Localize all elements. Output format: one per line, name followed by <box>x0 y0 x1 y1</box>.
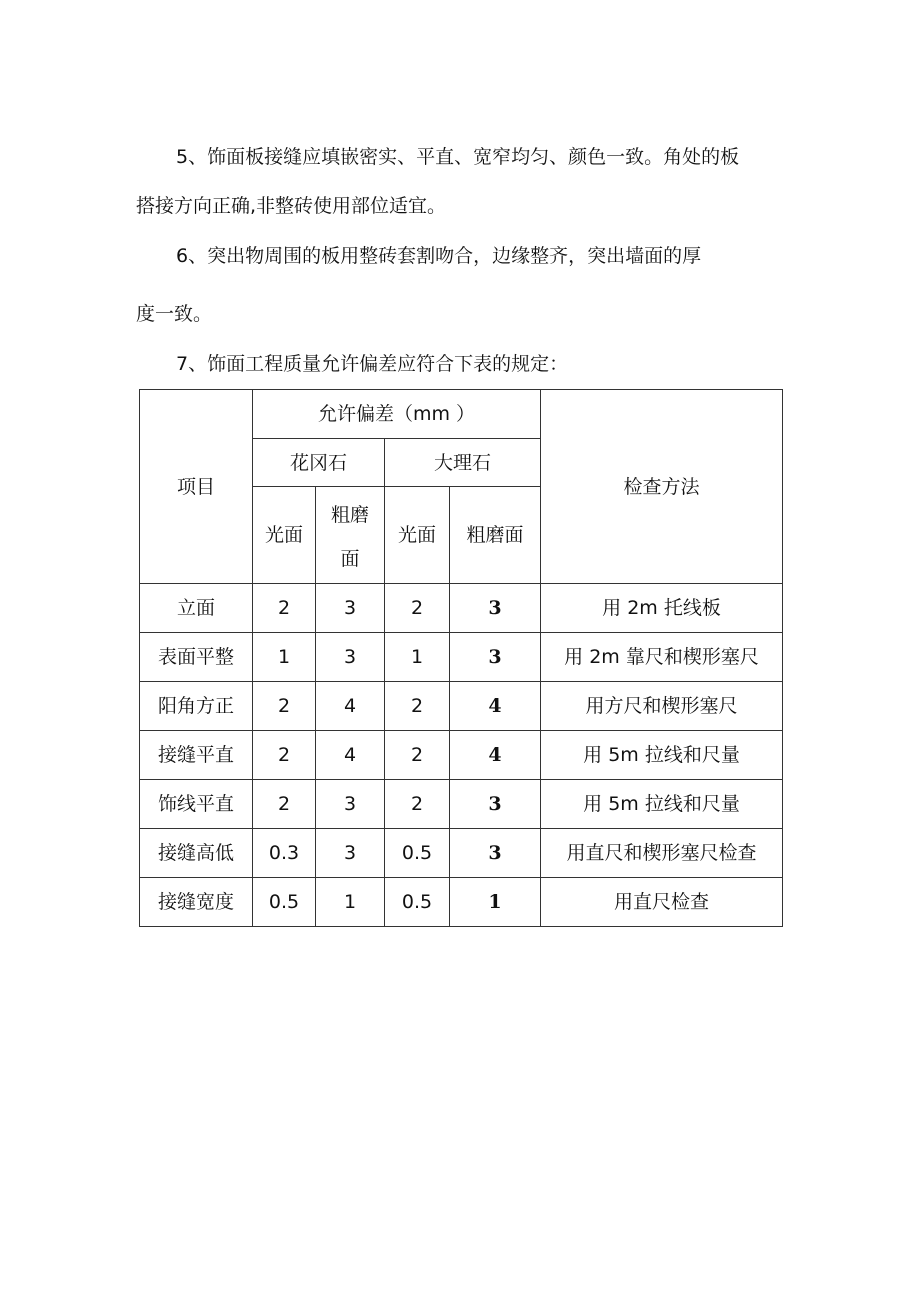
row-marble-rough: 4 <box>450 682 541 731</box>
row-granite-rough: 3 <box>316 584 385 633</box>
row-marble-smooth: 1 <box>385 633 450 682</box>
header-method: 检查方法 <box>541 390 783 584</box>
row-granite-rough: 3 <box>316 633 385 682</box>
row-item: 阳角方正 <box>140 682 253 731</box>
row-item: 接缝高低 <box>140 829 253 878</box>
header-granite-rough-line2: 面 <box>340 548 360 570</box>
row-method: 用直尺检查 <box>541 878 783 927</box>
row-item: 立面 <box>140 584 253 633</box>
header-granite-smooth: 光面 <box>253 487 316 584</box>
paragraph-7: 7、饰面工程质量允许偏差应符合下表的规定： <box>176 353 569 375</box>
row-marble-rough: 3 <box>450 633 541 682</box>
row-item: 接缝宽度 <box>140 878 253 927</box>
row-marble-rough: 3 <box>450 584 541 633</box>
row-granite-smooth: 2 <box>253 780 316 829</box>
row-granite-smooth: 2 <box>253 584 316 633</box>
row-item: 接缝平直 <box>140 731 253 780</box>
row-granite-smooth: 0.3 <box>253 829 316 878</box>
row-marble-smooth: 2 <box>385 584 450 633</box>
table-row <box>140 829 783 878</box>
row-granite-smooth: 0.5 <box>253 878 316 927</box>
row-method: 用 2m 托线板 <box>541 584 783 633</box>
table-row <box>140 731 783 780</box>
row-method: 用 5m 拉线和尺量 <box>541 780 783 829</box>
header-marble: 大理石 <box>385 439 541 487</box>
header-granite-rough <box>316 487 385 584</box>
header-item: 项目 <box>140 390 253 584</box>
header-deviation: 允许偏差（mm ） <box>253 390 541 439</box>
row-marble-rough: 3 <box>450 829 541 878</box>
row-marble-smooth: 0.5 <box>385 829 450 878</box>
row-method: 用 2m 靠尺和楔形塞尺 <box>541 633 783 682</box>
row-method: 用方尺和楔形塞尺 <box>541 682 783 731</box>
row-granite-smooth: 2 <box>253 731 316 780</box>
row-granite-rough: 4 <box>316 682 385 731</box>
row-method: 用直尺和楔形塞尺检查 <box>541 829 783 878</box>
table-row <box>140 682 783 731</box>
header-marble-smooth: 光面 <box>385 487 450 584</box>
row-granite-rough: 1 <box>316 878 385 927</box>
row-marble-rough: 1 <box>450 878 541 927</box>
row-granite-smooth: 1 <box>253 633 316 682</box>
paragraph-6-line-2: 度一致。 <box>136 303 213 325</box>
header-granite: 花冈石 <box>253 439 385 487</box>
row-marble-rough: 4 <box>450 731 541 780</box>
row-granite-rough: 3 <box>316 829 385 878</box>
row-granite-rough: 3 <box>316 780 385 829</box>
row-marble-smooth: 2 <box>385 780 450 829</box>
row-method: 用 5m 拉线和尺量 <box>541 731 783 780</box>
paragraph-5-line-1: 5、饰面板接缝应填嵌密实、平直、宽窄均匀、颜色一致。角处的板 <box>176 146 740 168</box>
row-item: 表面平整 <box>140 633 253 682</box>
tolerance-table <box>139 389 783 927</box>
row-marble-rough: 3 <box>450 780 541 829</box>
paragraph-5-line-2: 搭接方向正确,非整砖使用部位适宜。 <box>136 195 447 217</box>
table-row <box>140 584 783 633</box>
paragraph-6-line-1: 6、突出物周围的板用整砖套割吻合，边缘整齐，突出墙面的厚 <box>176 245 702 267</box>
table-row <box>140 878 783 927</box>
table-row <box>140 633 783 682</box>
row-granite-rough: 4 <box>316 731 385 780</box>
row-item: 饰线平直 <box>140 780 253 829</box>
row-marble-smooth: 2 <box>385 731 450 780</box>
header-marble-rough: 粗磨面 <box>450 487 541 584</box>
table-row <box>140 780 783 829</box>
row-marble-smooth: 2 <box>385 682 450 731</box>
header-granite-rough-line1: 粗磨 <box>330 504 369 526</box>
row-marble-smooth: 0.5 <box>385 878 450 927</box>
row-granite-smooth: 2 <box>253 682 316 731</box>
